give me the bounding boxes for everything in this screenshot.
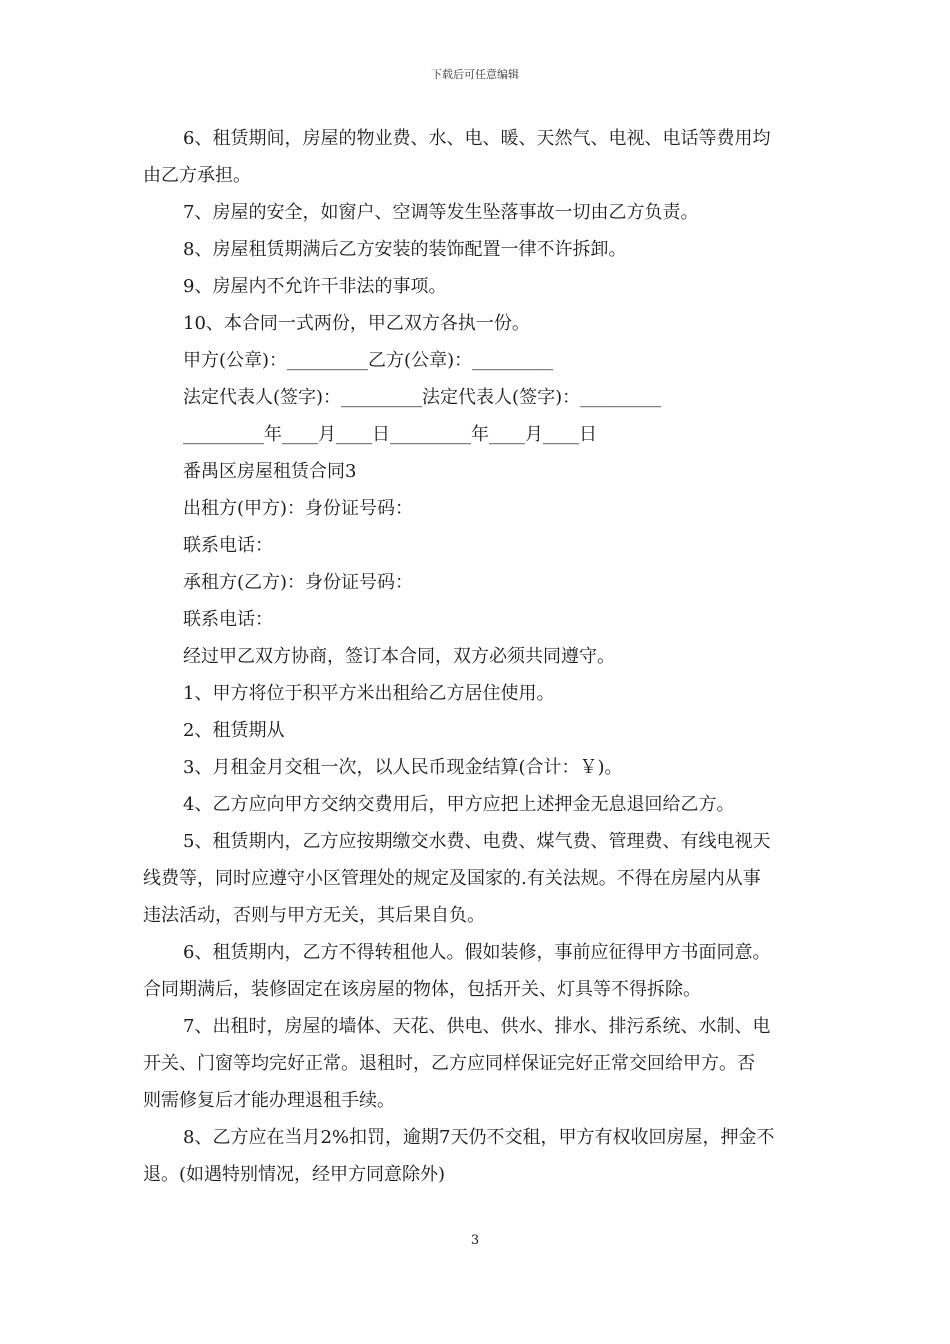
text-line: 联系电话： — [183, 609, 273, 630]
text-line: 经过甲乙双方协商，签订本合同，双方必须共同遵守。 — [183, 646, 615, 667]
text-line: 10、本合同一式两份，甲乙双方各执一份。 — [183, 313, 530, 334]
text-line: 3、月租金月交租一次，以人民币现金结算(合计：￥)。 — [183, 757, 623, 778]
text-line: 7、出租时，房屋的墙体、天花、供电、供水、排水、排污系统、水制、电 — [183, 1016, 771, 1037]
text-line: 甲方(公章)：_________乙方(公章)：_________ — [183, 350, 554, 371]
text-line: 开关、门窗等均完好正常。退租时，乙方应同样保证完好正常交回给甲方。否 — [143, 1053, 755, 1074]
text-line: 6、租赁期内，乙方不得转租他人。假如装修，事前应征得甲方书面同意。 — [183, 942, 771, 963]
text-line: 4、乙方应向甲方交纳交费用后，甲方应把上述押金无息退回给乙方。 — [183, 794, 735, 815]
text-line: 法定代表人(签字)：_________法定代表人(签字)：_________ — [183, 387, 662, 408]
text-line: 出租方(甲方)：身份证号码： — [183, 498, 414, 519]
text-line: 9、房屋内不允许干非法的事项。 — [183, 276, 447, 297]
header-note: 下载后可任意编辑 — [431, 68, 519, 81]
text-line: 承租方(乙方)：身份证号码： — [183, 572, 414, 593]
text-line: 则需修复后才能办理退租手续。 — [143, 1090, 395, 1111]
text-line: 5、租赁期内，乙方应按期缴交水费、电费、煤气费、管理费、有线电视天 — [183, 831, 771, 852]
text-line: 8、乙方应在当月2%扣罚，逾期7天仍不交租，甲方有权收回房屋，押金不 — [183, 1127, 775, 1148]
text-line: 违法活动，否则与甲方无关，其后果自负。 — [143, 905, 485, 926]
text-line: 联系电话： — [183, 535, 273, 556]
page-number: 3 — [470, 1233, 480, 1248]
document-body — [143, 120, 808, 1193]
text-line: 2、租赁期从 — [183, 720, 285, 741]
text-line: 6、租赁期间，房屋的物业费、水、电、暖、天然气、电视、电话等费用均 — [183, 128, 771, 149]
text-line: 番禺区房屋租赁合同3 — [183, 461, 357, 482]
text-line: 线费等，同时应遵守小区管理处的规定及国家的.有关法规。不得在房屋内从事 — [143, 868, 761, 889]
text-line: 由乙方承担。 — [143, 165, 251, 186]
text-line: 合同期满后，装修固定在该房屋的物体，包括开关、灯具等不得拆除。 — [143, 979, 701, 1000]
text-line: 8、房屋租赁期满后乙方安装的装饰配置一律不许拆卸。 — [183, 239, 627, 260]
text-line: 退。(如遇特别情况，经甲方同意除外) — [143, 1164, 446, 1185]
text-line: 7、房屋的安全，如窗户、空调等发生坠落事故一切由乙方负责。 — [183, 202, 699, 223]
text-line: 1、甲方将位于积平方米出租给乙方居住使用。 — [183, 683, 555, 704]
text-line: _________年____月____日_________年____月____日 — [183, 424, 597, 445]
